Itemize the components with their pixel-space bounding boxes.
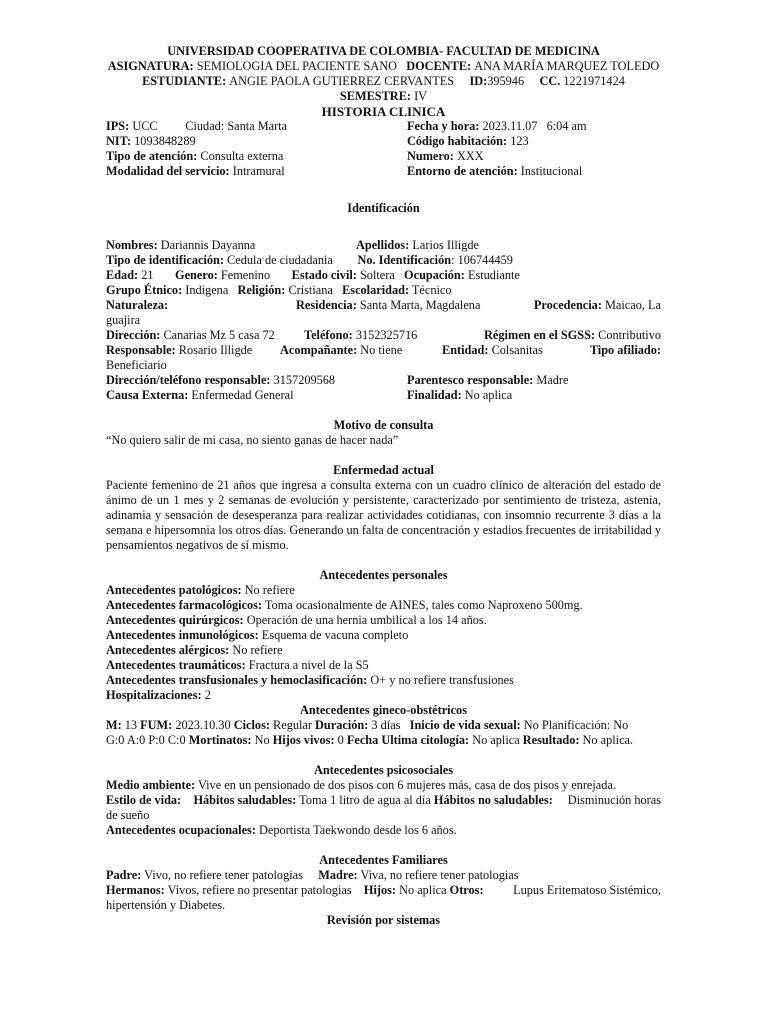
antecedente-label: Antecedentes traumáticos:	[106, 658, 246, 672]
nombres-row: Nombres: Dariannis Dayanna Apellidos: Larios Illigde	[106, 238, 479, 252]
padres-row: Padre: Vivo, no refiere tener patologias Madre: Viva, no refiere tener patologias	[106, 868, 519, 882]
antecedente-value: 2	[204, 688, 211, 702]
antecedente-label: Antecedentes inmunológicos:	[106, 628, 259, 642]
antecedente-item	[106, 658, 661, 673]
antecedente-item	[106, 598, 661, 613]
antecedente-label: Antecedentes alérgicos:	[106, 643, 230, 657]
document-title: HISTORIA CLINICA	[321, 104, 446, 119]
antecedente-value: Esquema de vacuna completo	[261, 628, 409, 642]
antecedentes-personales-heading: Antecedentes personales	[319, 568, 448, 582]
familiares-heading: Antecedentes Familiares	[319, 853, 448, 867]
student-line: ESTUDIANTE: ANGIE PAOLA GUTIERREZ CERVANTES ID:395946 CC. 1221971424	[142, 74, 625, 88]
semester-line: SEMESTRE: IV	[339, 89, 428, 103]
identificacion-heading: Identificación	[347, 201, 420, 215]
gineco-heading: Antecedentes gineco-obstétricos	[300, 703, 467, 717]
motivo-text: “No quiero salir de mi casa, no siento ganas de hacer nada”	[106, 433, 399, 447]
antecedente-value: O+ y no refiere transfusiones	[370, 673, 514, 687]
antecedentes-personales-list	[106, 583, 661, 703]
tipo-afiliado-value: Beneficiario	[106, 358, 167, 372]
modalidad-row: Modalidad del servicio: Intramural Entorno de atención: Institucional	[106, 164, 583, 178]
enfermedad-text: Paciente femenino de 21 años que ingresa a consulta externa con un cuadro clínico de alteración del estado de ánimo de un 1 mes y 2 semanas de evolución y persistente, caracterizado por sentimiento de tristeza, astenia, adinamia y sensación de desesperanza para realizar actividades cotidianas, con insomnio recurrente 3 días a la semana e hipersomnia los otros días. Generando un falta de concentración y estadios frecuentes de irritabilidad y pensamientos negativos de sí mismo.	[106, 478, 661, 552]
antecedente-label: Antecedentes transfusionales y hemoclasificación:	[106, 673, 368, 687]
gineco-line-1: M: 13 FUM: 2023.10.30 Ciclos: Regular Duración: 3 días Inicio de vida sexual: No Planificación: No	[106, 718, 629, 732]
medio-ambiente-row: Medio ambiente: Vive en un pensionado de dos pisos con 6 mujeres más, casa de dos pisos y enrejada.	[106, 778, 616, 792]
antecedente-value: No refiere	[244, 583, 295, 597]
antecedente-value: Toma ocasionalmente de AINES, tales como Naproxeno 500mg.	[264, 598, 583, 612]
antecedente-item	[106, 673, 661, 688]
revision-heading: Revisión por sistemas	[326, 913, 441, 927]
otros-continuation: hipertensión y Diabetes.	[106, 898, 226, 912]
psicosociales-heading: Antecedentes psicosociales	[313, 763, 453, 777]
university-title: UNIVERSIDAD COOPERATIVA DE COLOMBIA- FACULTAD DE MEDICINA	[167, 44, 600, 58]
clinical-history-document	[106, 44, 661, 928]
direccion-row: Dirección: Canarias Mz 5 casa 72 Teléfono: 3152325716 Régimen en el SGSS: Contributivo	[106, 328, 661, 342]
antecedente-item	[106, 688, 661, 703]
course-line: ASIGNATURA: SEMIOLOGIA DEL PACIENTE SANO DOCENTE: ANA MARÍA MARQUEZ TOLEDO	[107, 59, 660, 73]
antecedente-item	[106, 583, 661, 598]
antecedente-value: No refiere	[232, 643, 283, 657]
antecedente-value: Operación de una hernia umbilical a los 14 años.	[246, 613, 487, 627]
enfermedad-heading: Enfermedad actual	[333, 463, 434, 477]
nit-row: NIT: 1093848289 Código habitación: 123	[106, 134, 529, 148]
antecedente-label: Hospitalizaciones:	[106, 688, 202, 702]
estilo-vida-continuation: de sueño	[106, 808, 150, 822]
antecedente-item	[106, 628, 661, 643]
procedencia-continuation: guajira	[106, 313, 141, 327]
ips-row: IPS: UCC Ciudad: Santa Marta Fecha y hora: 2023.11.07 6:04 am	[106, 119, 587, 133]
gineco-line-2: G:0 A:0 P:0 C:0 Mortinatos: No Hijos vivos: 0 Fecha Ultima citología: No aplica Resultado: No aplica.	[106, 733, 634, 747]
edad-row: Edad: 21 Genero: Femenino Estado civil: Soltera Ocupación: Estudiante	[106, 268, 520, 282]
dir-tel-responsable-row: Dirección/teléfono responsable: 3157209568 Parentesco responsable: Madre	[106, 373, 569, 387]
estilo-vida-row: Estilo de vida: Hábitos saludables: Toma 1 litro de agua al día Hábitos no saludables: Disminución horas	[106, 793, 661, 807]
antecedente-label: Antecedentes farmacológicos:	[106, 598, 263, 612]
naturaleza-row: Naturaleza: Residencia: Santa Marta, Magdalena Procedencia: Maicao, La	[106, 298, 661, 312]
tipo-id-row: Tipo de identificación: Cedula de ciudadania No. Identificación: 106744459	[106, 253, 513, 267]
ocupacionales-row: Antecedentes ocupacionales: Deportista Taekwondo desde los 6 años.	[106, 823, 457, 837]
causa-externa-row: Causa Externa: Enfermedad General Finalidad: No aplica	[106, 388, 513, 402]
antecedente-item	[106, 613, 661, 628]
antecedente-label: Antecedentes quirúrgicos:	[106, 613, 244, 627]
motivo-heading: Motivo de consulta	[333, 418, 434, 432]
responsable-row: Responsable: Rosario Illigde Acompañante: No tiene Entidad: Colsanitas Tipo afiliado:	[106, 343, 661, 357]
grupo-row: Grupo Étnico: Indigena Religión: Cristiana Escolaridad: Técnico	[106, 283, 452, 297]
tipo-atencion-row: Tipo de atención: Consulta externa Numero: XXX	[106, 149, 484, 163]
hermanos-row: Hermanos: Vivos, refiere no presentar patologias Hijos: No aplica Otros: Lupus Eritematoso Sistémico,	[106, 883, 661, 897]
antecedente-value: Fractura a nivel de la S5	[248, 658, 369, 672]
antecedente-item	[106, 643, 661, 658]
antecedente-label: Antecedentes patológicos:	[106, 583, 242, 597]
